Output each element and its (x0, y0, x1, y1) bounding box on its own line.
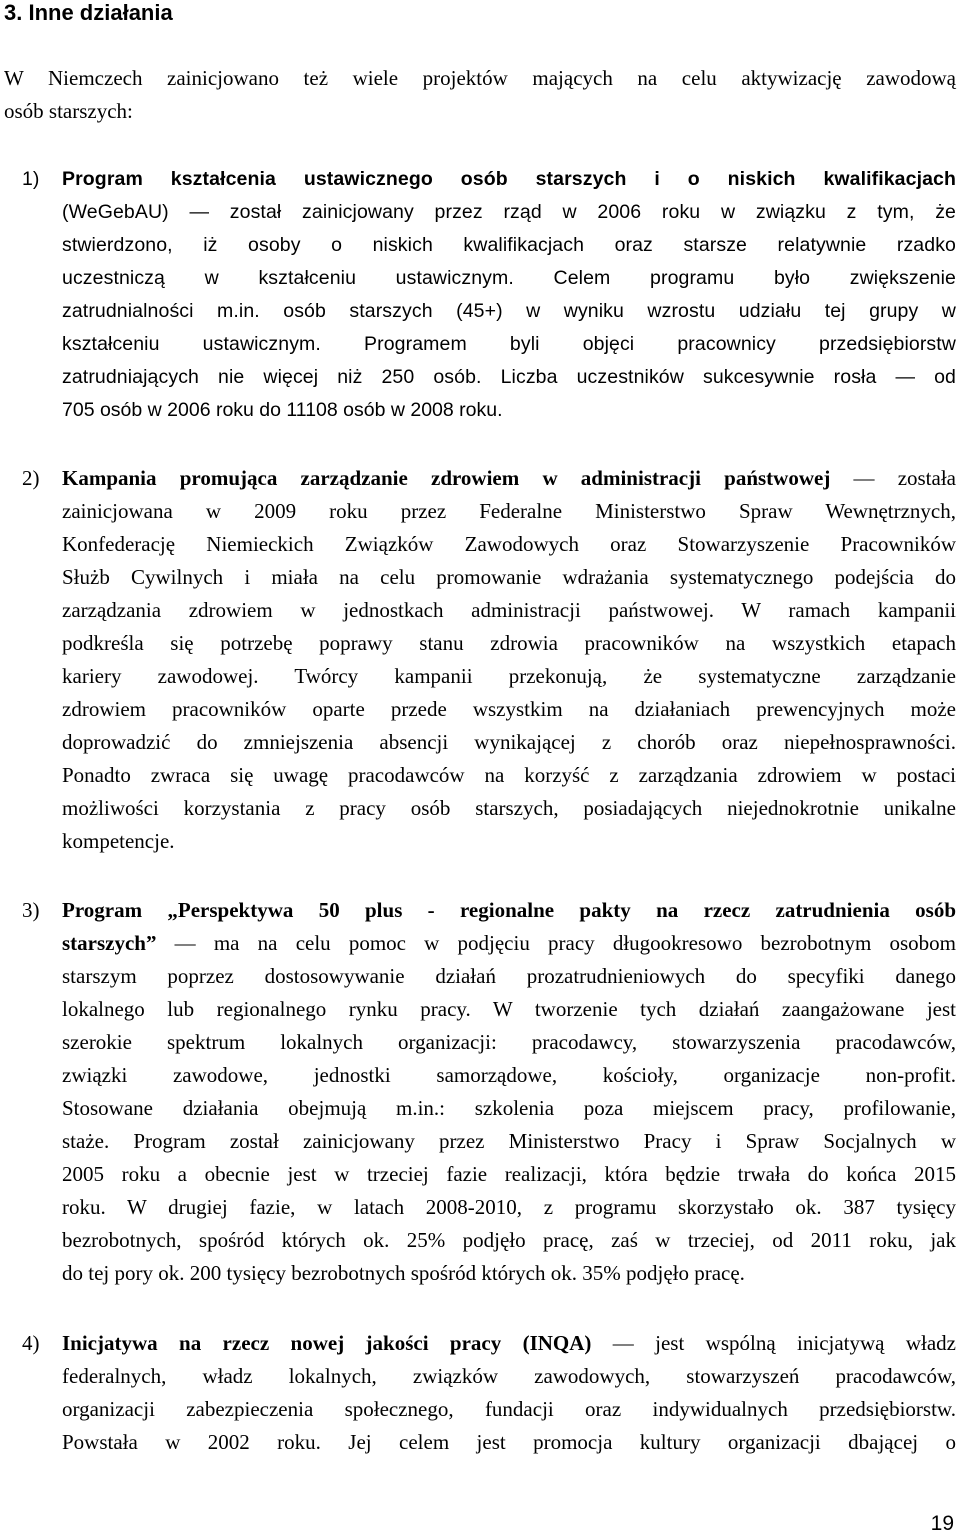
item-title-cont: starszych” (62, 931, 157, 955)
text-line: kształceniu ustawicznym. Programem byli objęci pracownicy przedsiębiorstw (62, 333, 956, 355)
text-line (62, 462, 956, 495)
list-item-number: 1) (22, 168, 40, 190)
text-line (62, 927, 956, 960)
text-line: 2005 roku a obecnie jest w trzeciej fazie realizacji, która będzie trwała do końca 2015 (62, 1162, 956, 1186)
text-line: Powstała w 2002 roku. Jej celem jest promocja kultury organizacji dbającej o (62, 1430, 956, 1454)
text-line (62, 1327, 956, 1360)
text-line: federalnych, władz lokalnych, związków zawodowych, stowarzyszeń pracodawców, (62, 1364, 956, 1388)
text-line: roku. W drugiej fazie, w latach 2008-2010, z programu skorzystało ok. 387 tysięcy (62, 1195, 956, 1219)
text-line: zarządzania zdrowiem w jednostkach administracji państwowej. W ramach kampanii (62, 598, 956, 622)
text-line: organizacji zabezpieczenia społecznego, fundacji oraz indywidualnych przedsiębiorstw. (62, 1397, 956, 1421)
text-line: zdrowiem pracowników oparte przede wszystkim na działaniach prewencyjnych może (62, 697, 956, 721)
item-title: Program kształcenia ustawicznego osób starszych i o niskich kwalifikacjach (62, 168, 956, 190)
list-item-body (62, 462, 956, 858)
item-title-rest: — została (830, 466, 956, 490)
text-line: podkreśla się potrzebę poprawy stanu zdrowia pracowników na wszystkich etapach (62, 631, 956, 655)
text-line: starszym poprzez dostosowywanie działań prozatrudnieniowych do specyfiki danego (62, 964, 956, 988)
item-title-rest: — jest wspólną inicjatywą władz (591, 1331, 956, 1355)
item-title: Program „Perspektywa 50 plus - regionalne pakty na rzecz zatrudnienia osób (62, 898, 956, 922)
text-line: zainicjowana w 2009 roku przez Federalne Ministerstwo Spraw Wewnętrznych, (62, 499, 956, 523)
text-line: 705 osób w 2006 roku do 11108 osób w 2008 roku. (62, 399, 503, 421)
text-line: zatrudnialności m.in. osób starszych (45+) w wyniku wzrostu udziału tej grupy w (62, 300, 956, 322)
text-line: do tej pory ok. 200 tysięcy bezrobotnych spośród których ok. 35% podjęło pracę. (62, 1261, 745, 1285)
list-item-number: 4) (22, 1331, 40, 1355)
text-line: bezrobotnych, spośród których ok. 25% podjęło pracę, zaś w trzeciej, od 2011 roku, jak (62, 1228, 956, 1252)
text-line: związki zawodowe, jednostki samorządowe, kościoły, organizacje non-profit. (62, 1063, 956, 1087)
text-line: Konfederację Niemieckich Związków Zawodowych oraz Stowarzyszenie Pracowników (62, 532, 956, 556)
text-line: stwierdzono, iż osoby o niskich kwalifikacjach oraz starsze relatywnie rzadko (62, 234, 956, 256)
item-title: Inicjatywa na rzecz nowej jakości pracy (INQA) (62, 1331, 592, 1355)
text-line: W Niemczech zainicjowano też wiele projektów mających na celu aktywizację zawodową (4, 66, 956, 90)
text-line: Ponadto zwraca się uwagę pracodawców na korzyść z zarządzania zdrowiem w postaci (62, 763, 956, 787)
text-line: staże. Program został zainicjowany przez Ministerstwo Pracy i Spraw Socjalnych w (62, 1129, 956, 1153)
text-line: zatrudniających nie więcej niż 250 osób. Liczba uczestników sukcesywnie rosła — od (62, 366, 956, 388)
list-item-number: 3) (22, 898, 40, 922)
text-line: uczestniczą w kształceniu ustawicznym. Celem programu było zwiększenie (62, 267, 956, 289)
list-item-number: 2) (22, 466, 40, 490)
text-line: (WeGebAU) — został zainicjowany przez rząd w 2006 roku w związku z tym, że (62, 201, 956, 223)
text-line: doprowadzić do zmniejszenia absencji wynikającej z chorób oraz niepełnosprawności. (62, 730, 956, 754)
page-number: 19 (930, 1512, 954, 1535)
item-title: Kampania promująca zarządzanie zdrowiem w administracji państwowej (62, 466, 831, 490)
list-item-body (62, 894, 956, 1290)
item-title-rest: — ma na celu pomoc w podjęciu pracy długookresowo bezrobotnym osobom (156, 931, 956, 955)
text-line: lokalnego lub regionalnego rynku pracy. W tworzenie tych działań zaangażowane jest (62, 997, 956, 1021)
text-line: osób starszych: (4, 99, 133, 123)
intro-paragraph (4, 62, 956, 128)
text-line: kompetencje. (62, 829, 175, 853)
list-item-body (62, 163, 956, 427)
text-line: kariery zawodowej. Twórcy kampanii przekonują, że systematyczne zarządzanie (62, 664, 956, 688)
list-item-body (62, 1327, 956, 1459)
section-heading: 3. Inne działania (4, 0, 173, 25)
text-line: Stosowane działania obejmują m.in.: szkolenia poza miejscem pracy, profilowanie, (62, 1096, 956, 1120)
text-line: możliwości korzystania z pracy osób starszych, posiadających niejednokrotnie unikalne (62, 796, 956, 820)
text-line: szerokie spektrum lokalnych organizacji: pracodawcy, stowarzyszenia pracodawców, (62, 1030, 956, 1054)
text-line: Służb Cywilnych i miała na celu promowanie wdrażania systematycznego podejścia do (62, 565, 956, 589)
